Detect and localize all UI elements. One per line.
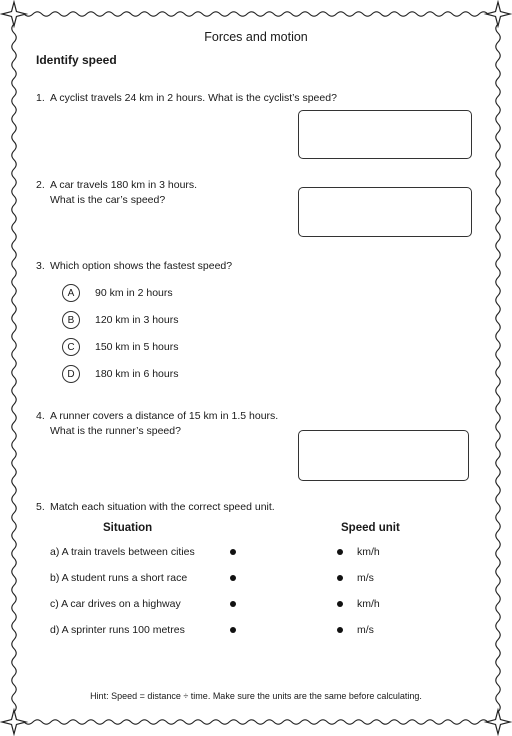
corner-star-icon: [486, 710, 510, 734]
option-c-circle[interactable]: C: [62, 338, 80, 356]
unit-3-match-dot[interactable]: [337, 601, 343, 607]
section-heading: Identify speed: [36, 53, 117, 67]
unit-4: m/s: [357, 624, 374, 636]
unit-2-match-dot[interactable]: [337, 575, 343, 581]
question-4-answer-box[interactable]: [298, 430, 469, 481]
border-wave: [12, 24, 16, 712]
question-5-number: 5.: [36, 501, 45, 513]
question-2-answer-box[interactable]: [298, 187, 472, 237]
option-c-text: 150 km in 5 hours: [95, 341, 179, 353]
situation-b-match-dot[interactable]: [230, 575, 236, 581]
option-a-text: 90 km in 2 hours: [95, 287, 173, 299]
option-d-circle[interactable]: D: [62, 365, 80, 383]
corner-star-icon: [2, 2, 26, 26]
question-1-text: A cyclist travels 24 km in 2 hours. What is the cyclist’s speed?: [50, 92, 337, 104]
unit-1-match-dot[interactable]: [337, 549, 343, 555]
unit-2: m/s: [357, 572, 374, 584]
question-4-number: 4.: [36, 410, 45, 422]
situation-column-header: Situation: [103, 522, 153, 534]
question-1-number: 1.: [36, 92, 45, 104]
question-3-number: 3.: [36, 260, 45, 272]
situation-a: a) A train travels between cities: [50, 546, 195, 558]
situation-d: d) A sprinter runs 100 metres: [50, 624, 185, 636]
border-wave: [24, 720, 488, 724]
unit-3: km/h: [357, 598, 380, 610]
page-title: Forces and motion: [204, 30, 308, 44]
situation-d-match-dot[interactable]: [230, 627, 236, 633]
border-wave: [24, 12, 488, 16]
question-2-number: 2.: [36, 179, 45, 191]
unit-4-match-dot[interactable]: [337, 627, 343, 633]
option-a-circle[interactable]: A: [62, 284, 80, 302]
question-2-line-2: What is the car’s speed?: [50, 194, 166, 206]
question-4-line-1: A runner covers a distance of 15 km in 1.5 hours.: [50, 410, 279, 422]
border-wave: [496, 24, 500, 712]
corner-star-icon: [486, 2, 510, 26]
situation-b: b) A student runs a short race: [50, 572, 188, 584]
situation-a-match-dot[interactable]: [230, 549, 236, 555]
speed-unit-column-header: Speed unit: [341, 522, 400, 534]
question-5-text: Match each situation with the correct speed unit.: [50, 501, 275, 513]
hint-text: Hint: Speed = distance ÷ time. Make sure the units are the same before calculating.: [90, 691, 422, 701]
question-4-line-2: What is the runner’s speed?: [50, 425, 181, 437]
question-2-line-1: A car travels 180 km in 3 hours.: [50, 179, 198, 191]
option-d-text: 180 km in 6 hours: [95, 368, 179, 380]
corner-star-icon: [2, 710, 26, 734]
question-3-text: Which option shows the fastest speed?: [50, 260, 233, 272]
option-b-text: 120 km in 3 hours: [95, 314, 179, 326]
situation-c-match-dot[interactable]: [230, 601, 236, 607]
unit-1: km/h: [357, 546, 380, 558]
option-b-circle[interactable]: B: [62, 311, 80, 329]
situation-c: c) A car drives on a highway: [50, 598, 181, 610]
question-1-answer-box[interactable]: [298, 110, 472, 159]
